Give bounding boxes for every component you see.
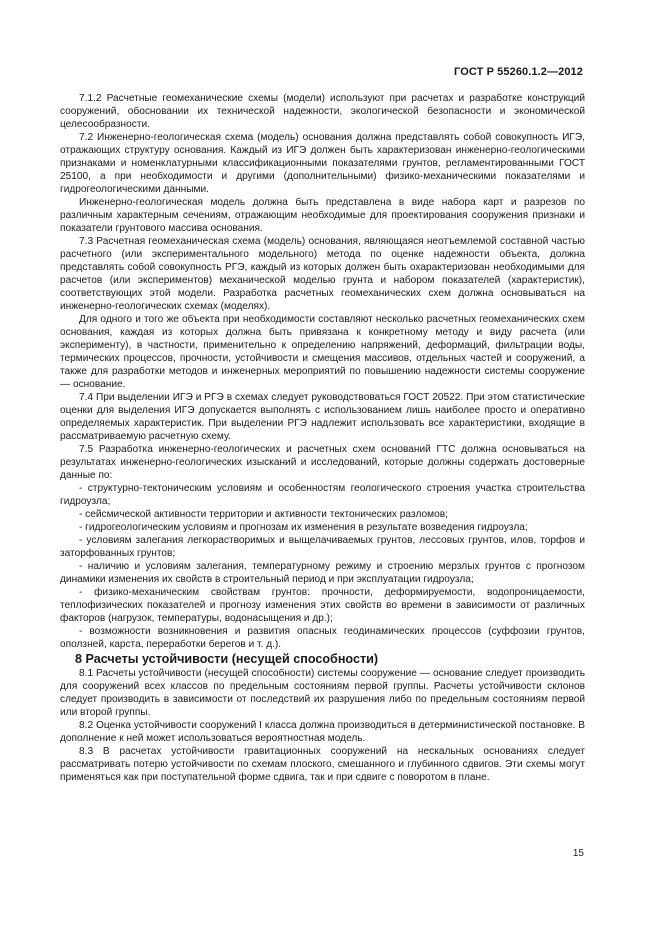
list-item: - физико-механическим свойствам грунтов: прочности, деформируемости, водопроницаемости, теплофизических показателей и прогнозу изменения этих свойств во времени в зависимости от различных факторов (нагрузок, температуры, водонасыщения и др.); xyxy=(60,587,585,624)
list-item: - возможности возникновения и развития опасных геодинамических процессов (суффозии грунтов, оползней, карста, переработки берегов и т. д.). xyxy=(60,626,585,650)
paragraph-8-3: 8.3 В расчетах устойчивости гравитационных сооружений на нескальных основаниях следует рассматривать потерю устойчивости по схемам плоского, смешанного и глубинного сдвигов. Эти схемы могут применяться как при поступательной форме сдвига, так и при сдвиге с поворотом в плане. xyxy=(60,746,585,783)
paragraph-7-2-model: Инженерно-геологическая модель должна быть представлена в виде набора карт и разрезов по различным характерным сечениям, отражающим необходимые для проектирования сооружения признаки и показатели грунтового массива основания. xyxy=(60,197,585,234)
list-item: - сейсмической активности территории и активности тектонических разломов; xyxy=(79,509,448,520)
document-body xyxy=(60,92,585,784)
list-item: - структурно-тектоническим условиям и особенностям геологического строения участка строительства гидроузла; xyxy=(60,483,585,507)
paragraph-7-5: 7.5 Разработка инженерно-геологических и расчетных схем оснований ГТС должна основываться на результатах инженерно-геологических изысканий и исследований, которые должны содержать достоверные данные по: xyxy=(60,444,585,481)
paragraph-7-3: 7.3 Расчетная геомеханическая схема (модель) основания, являющаяся неотъемлемой составной частью расчетного (или экспериментального модельного) метода по оценке надежности объекта, должна представлять собой совокупность РГЭ, каждый из которых должен быть охарактеризован необходимыми для расчетов (или экспериментов) механической моделью грунта и набором показателей (характеристик), соответствующих этой модели. Разработка расчетных геомеханических схем должна основываться на инженерно-геологических схемах (моделях). xyxy=(60,236,585,312)
paragraph-8-1: 8.1 Расчеты устойчивости (несущей способности) системы сооружение — основание следует производить для сооружений всех классов по предельным состояниям первой группы. Расчеты устойчивости склонов следует производить в зависимости от последствий их разрушения либо по предельным состояниям первой или второй группы. xyxy=(60,668,585,718)
paragraph-7-4: 7.4 При выделении ИГЭ и РГЭ в схемах следует руководствоваться ГОСТ 20522. При этом статистические оценки для выделения ИГЭ допускается выполнять с использованием лишь наиболее просто и оперативно определяемых характеристик. При выделении РГЭ надлежит использовать все характеристики, входящие в рассматриваемую расчетную схему. xyxy=(60,392,585,442)
list-item: - наличию и условиям залегания, температурному режиму и строению мерзлых грунтов с прогнозом динамики изменения их свойств в строительный период и при эксплуатации гидроузла; xyxy=(60,561,585,585)
page-number: 15 xyxy=(572,848,584,859)
document-code-header: ГОСТ Р 55260.1.2—2012 xyxy=(454,66,583,78)
paragraph-7-3-schemes: Для одного и того же объекта при необходимости составляют несколько расчетных геомеханических схем основания, каждая из которых должна быть привязана к конкретному методу и виду расчета (или эксперименту), в частности, применительно к определению напряжений, деформаций, фильтрации воды, термических процессов, прочности, устойчивости и смещения массивов, отдельных частей и сооружений, а также для разработки методов и инженерных мероприятий по повышению надежности системы сооружение — основание. xyxy=(60,314,585,390)
section-8-title: 8 Расчеты устойчивости (несущей способности) xyxy=(75,652,379,666)
list-item: - условиям залегания легкорастворимых и выщелачиваемых грунтов, лессовых грунтов, илов, торфов и заторфованных грунтов; xyxy=(60,535,585,559)
paragraph-7-2: 7.2 Инженерно-геологическая схема (модель) основания должна представлять собой совокупность ИГЭ, отражающих структуру основания. Каждый из ИГЭ должен быть характеризован инженерно-геологическими признаками и номенклатурными классификационными показателями грунтов, регламентированными ГОСТ 25100, а при необходимости и другими (дополнительными) физико-механическими показателями и гидрогеологическими данными. xyxy=(60,132,585,195)
paragraph-8-2: 8.2 Оценка устойчивости сооружений I класса должна производиться в детерминистической постановке. В дополнение к ней может использоваться вероятностная модель. xyxy=(60,720,585,744)
list-item: - гидрогеологическим условиям и прогнозам их изменения в результате возведения гидроузла; xyxy=(79,522,528,533)
paragraph-7-1-2: 7.1.2 Расчетные геомеханические схемы (модели) используют при расчетах и разработке конструкций сооружений, обосновании их технической надежности, экологической безопасности и экономической целесообразности. xyxy=(60,93,585,130)
